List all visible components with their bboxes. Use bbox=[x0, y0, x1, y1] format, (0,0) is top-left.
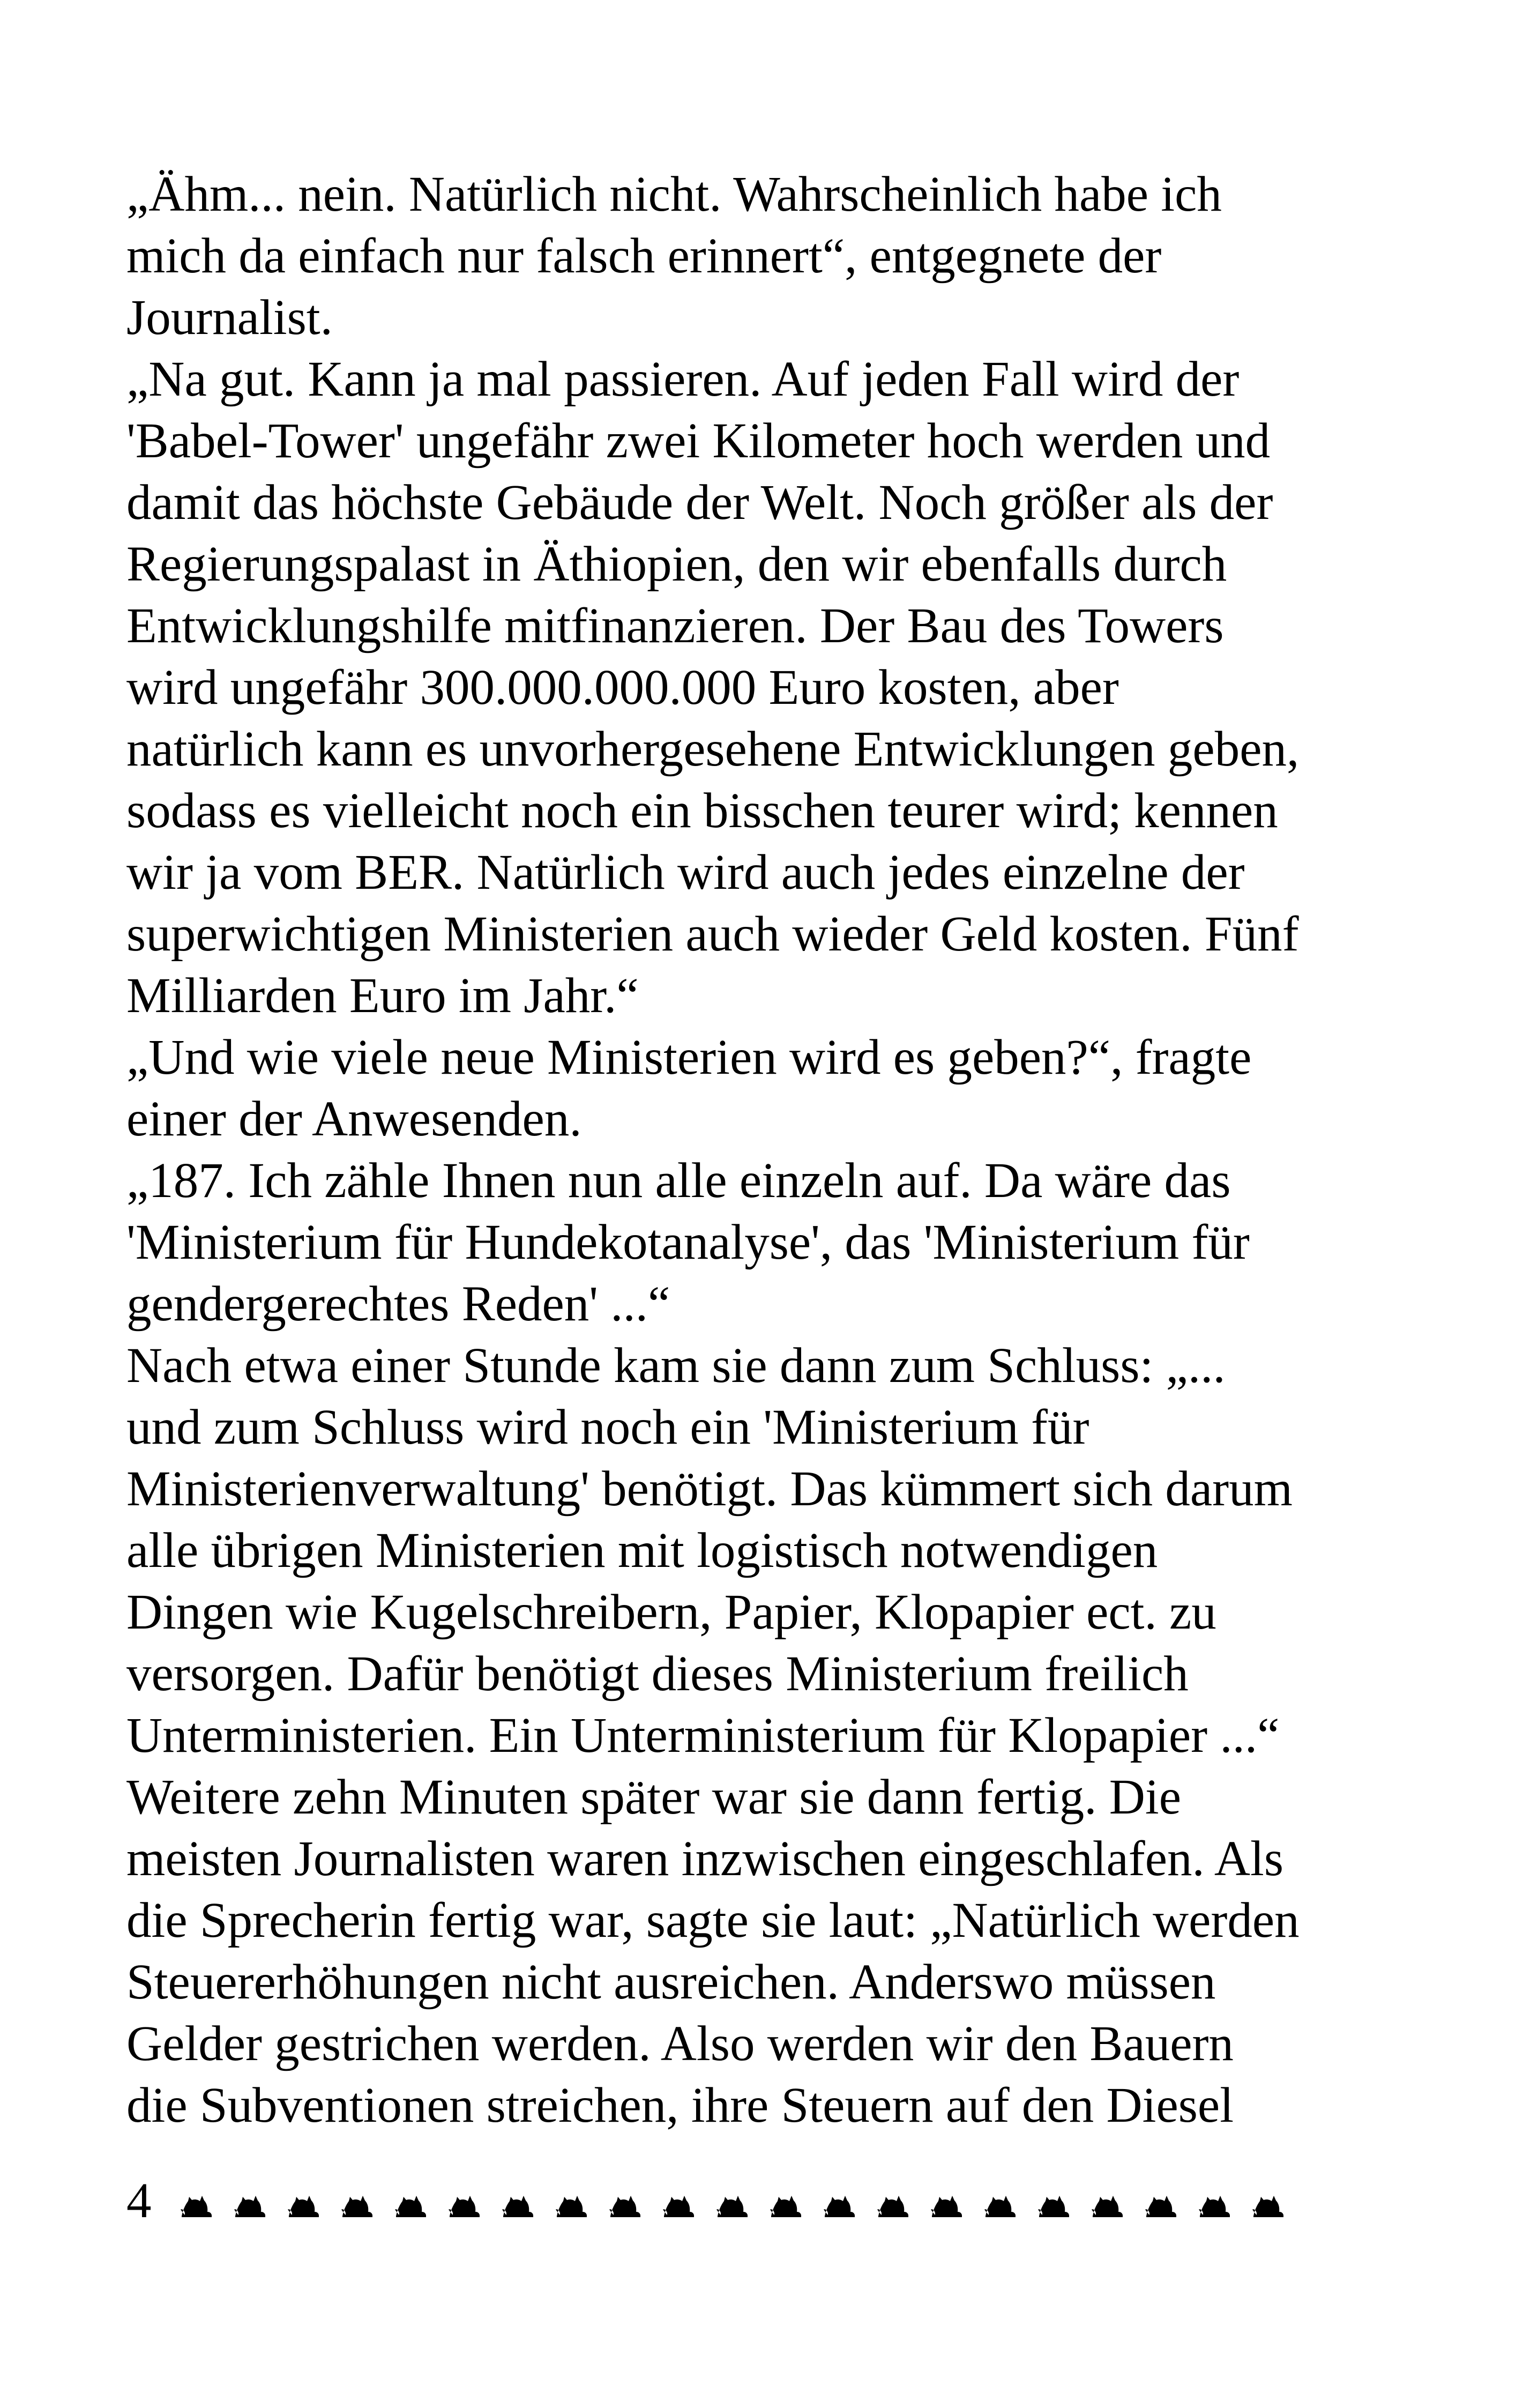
text-line: Dingen wie Kugelschreibern, Papier, Klopapier ect. zu bbox=[126, 1585, 1216, 1640]
footer-ornament-row bbox=[177, 2182, 1303, 2219]
cat-silhouette-icon bbox=[767, 2182, 804, 2219]
cat-silhouette-icon bbox=[606, 2182, 644, 2219]
text-line: „187. Ich zähle Ihnen nun alle einzeln auf. Da wäre das bbox=[126, 1153, 1231, 1208]
text-line: Regierungspalast in Äthiopien, den wir ebenfalls durch bbox=[126, 537, 1227, 592]
cat-silhouette-icon bbox=[177, 2182, 215, 2219]
text-line: die Subventionen streichen, ihre Steuern auf den Diesel bbox=[126, 2078, 1234, 2133]
text-line: natürlich kann es unvorhergesehene Entwicklungen geben, bbox=[126, 722, 1300, 777]
cat-silhouette-icon bbox=[1142, 2182, 1179, 2219]
cat-silhouette-icon bbox=[285, 2182, 322, 2219]
text-line: sodass es vielleicht noch ein bisschen teurer wird; kennen bbox=[126, 783, 1278, 838]
text-line: Ministerienverwaltung' benötigt. Das kümmert sich darum bbox=[126, 1461, 1293, 1517]
cat-silhouette-icon bbox=[1088, 2182, 1126, 2219]
text-line: 'Ministerium für Hundekotanalyse', das 'Ministerium für bbox=[126, 1215, 1250, 1270]
cat-silhouette-icon bbox=[1196, 2182, 1233, 2219]
text-line: superwichtigen Ministerien auch wieder Geld kosten. Fünf bbox=[126, 906, 1299, 962]
cat-silhouette-icon bbox=[874, 2182, 912, 2219]
text-line: die Sprecherin fertig war, sagte sie laut: „Natürlich werden bbox=[126, 1893, 1300, 1948]
text-line: gendergerechtes Reden' ...“ bbox=[126, 1276, 670, 1332]
cat-silhouette-icon bbox=[392, 2182, 429, 2219]
cat-silhouette-icon bbox=[1249, 2182, 1287, 2219]
text-line: Unterministerien. Ein Unterministerium für Klopapier ...“ bbox=[126, 1708, 1280, 1763]
text-line: damit das höchste Gebäude der Welt. Noch größer als der bbox=[126, 475, 1273, 530]
text-line: Entwicklungshilfe mitfinanzieren. Der Bau des Towers bbox=[126, 598, 1224, 653]
text-line: wir ja vom BER. Natürlich wird auch jedes einzelne der bbox=[126, 845, 1245, 900]
cat-silhouette-icon bbox=[499, 2182, 536, 2219]
text-line: Steuererhöhungen nicht ausreichen. Anderswo müssen bbox=[126, 1954, 1216, 2010]
cat-silhouette-icon bbox=[231, 2182, 268, 2219]
text-line: „Ähm... nein. Natürlich nicht. Wahrscheinlich habe ich bbox=[126, 167, 1222, 222]
cat-silhouette-icon bbox=[1035, 2182, 1072, 2219]
text-line: meisten Journalisten waren inzwischen eingeschlafen. Als bbox=[126, 1831, 1284, 1886]
cat-silhouette-icon bbox=[928, 2182, 965, 2219]
text-line: Weitere zehn Minuten später war sie dann fertig. Die bbox=[126, 1770, 1181, 1825]
page-footer bbox=[126, 2166, 1303, 2235]
cat-silhouette-icon bbox=[713, 2182, 751, 2219]
text-line: Nach etwa einer Stunde kam sie dann zum Schluss: „... bbox=[126, 1338, 1226, 1393]
cat-silhouette-icon bbox=[445, 2182, 483, 2219]
text-line: „Na gut. Kann ja mal passieren. Auf jeden Fall wird der bbox=[126, 352, 1240, 407]
text-line: alle übrigen Ministerien mit logistisch notwendigen bbox=[126, 1523, 1158, 1578]
text-line: einer der Anwesenden. bbox=[126, 1091, 582, 1147]
text-line: und zum Schluss wird noch ein 'Ministerium für bbox=[126, 1400, 1089, 1455]
text-line: versorgen. Dafür benötigt dieses Ministerium freilich bbox=[126, 1646, 1189, 1701]
cat-silhouette-icon bbox=[981, 2182, 1019, 2219]
text-line: 'Babel-Tower' ungefähr zwei Kilometer hoch werden und bbox=[126, 413, 1271, 469]
page-number: 4 bbox=[126, 2173, 152, 2228]
text-line: Milliarden Euro im Jahr.“ bbox=[126, 968, 639, 1023]
cat-silhouette-icon bbox=[338, 2182, 376, 2219]
cat-silhouette-icon bbox=[553, 2182, 590, 2219]
cat-silhouette-icon bbox=[660, 2182, 697, 2219]
cat-silhouette-icon bbox=[820, 2182, 858, 2219]
page-body-text bbox=[126, 163, 1413, 2136]
text-line: „Und wie viele neue Ministerien wird es geben?“, fragte bbox=[126, 1030, 1252, 1085]
text-line: Gelder gestrichen werden. Also werden wir den Bauern bbox=[126, 2016, 1234, 2071]
text-line: Journalist. bbox=[126, 290, 333, 345]
text-line: wird ungefähr 300.000.000.000 Euro kosten, aber bbox=[126, 660, 1119, 715]
text-line: mich da einfach nur falsch erinnert“, entgegnete der bbox=[126, 228, 1162, 284]
